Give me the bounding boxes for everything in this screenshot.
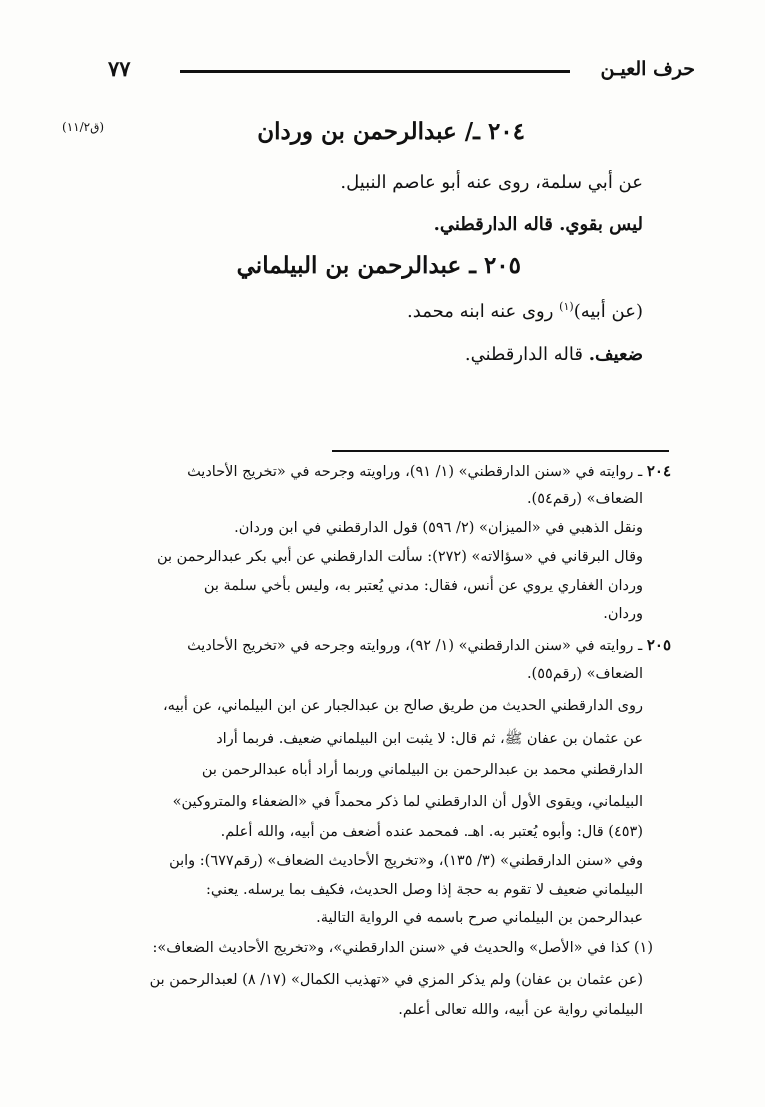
- footnote-line: عن عثمان بن عفان ﷺ، ثم قال: لا يثبت ابن البيلماني ضعيف. فربما أراد: [216, 731, 643, 747]
- footnote-line: وقال البرقاني في «سؤالاته» (٢٧٢): سألت الدارقطني عن أبي بكر عبدالرحمن بن: [157, 549, 643, 565]
- footnote-line: وردان.: [603, 606, 643, 622]
- footnote-line: (عن عثمان بن عفان) ولم يذكر المزي في «تهذيب الكمال» (١٧/ ٨) لعبدالرحمن بن: [149, 972, 643, 988]
- verdict-word: ضعيف.: [588, 344, 643, 365]
- footnote-line: روى الدارقطني الحديث من طريق صالح بن عبدالجبار عن ابن البيلماني، عن أبيه،: [162, 698, 643, 714]
- footnote-line: الضعاف» (رقم٥٥).: [526, 666, 643, 682]
- verdict-rest: قاله الدارقطني.: [464, 344, 589, 365]
- footnote-line: البيلماني، ويقوى الأول أن الدارقطني لما ذكر محمداً في «الضعفاء والمتروكين»: [172, 794, 643, 810]
- manuscript-reference: (ق١١/٢): [62, 120, 105, 134]
- footnote-line: ونقل الذهبي في «الميزان» (٢/ ٥٩٦) قول الدارقطني في ابن وردان.: [234, 520, 643, 536]
- footnote-line: ٢٠٥ ـ روايته في «سنن الدارقطني» (١/ ٩٢)، وروايته وجرحه في «تخريج الأحاديث: [187, 636, 671, 654]
- narration-prefix: (عن أبيه): [573, 301, 643, 322]
- footnotes-rule: [332, 450, 669, 452]
- entry-heading-205: ٢٠٥ ـ عبدالرحمن بن البيلماني: [236, 252, 521, 279]
- footnote-marker: (١): [559, 300, 574, 313]
- running-title: حرف العيـن: [600, 58, 695, 80]
- entry-204-narration: عن أبي سلمة، روى عنه أبو عاصم النبيل.: [340, 172, 643, 193]
- footnote-line: (١) كذا في «الأصل» والحديث في «سنن الدارقطني»، و«تخريج الأحاديث الضعاف»:: [152, 940, 653, 956]
- footnote-line: الضعاف» (رقم٥٤).: [526, 491, 643, 507]
- footnote-line: ٢٠٤ ـ روايته في «سنن الدارقطني» (١/ ٩١)، وراويته وجرحه في «تخريج الأحاديث: [187, 462, 671, 480]
- entry-204-verdict: ليس بقوي. قاله الدارقطني.: [433, 214, 643, 235]
- entry-heading-204: ٢٠٤ ـ/ عبدالرحمن بن وردان: [257, 118, 525, 145]
- footnote-number-205: ٢٠٥: [646, 636, 671, 654]
- entry-205-verdict: [465, 344, 643, 365]
- footnote-line: وردان الغفاري يروي عن أنس، فقال: مدني يُعتبر به، وليس بأخي سلمة بن: [203, 578, 643, 594]
- footnote-line: وفي «سنن الدارقطني» (٣/ ١٣٥)، و«تخريج الأحاديث الضعاف» (رقم٦٧٧): وابن: [169, 853, 643, 869]
- footnote-line: الدارقطني محمد بن عبدالرحمن بن البيلماني وربما أراد أباه عبدالرحمن بن: [201, 762, 643, 778]
- footnote-line: (٤٥٣) قال: وأبوه يُعتبر به. اهـ. فمحمد عنده أضعف من أبيه، والله أعلم.: [220, 824, 643, 840]
- footnote-line: البيلماني ضعيف لا تقوم به حجة إذا وصل الحديث، فكيف بما يرسله. يعني:: [205, 882, 643, 898]
- page-number: ٧٧: [108, 56, 131, 81]
- footnote-line: عبدالرحمن بن البيلماني صرح باسمه في الرواية التالية.: [316, 910, 643, 926]
- footnote-line: البيلماني رواية عن أبيه، والله تعالى أعلم.: [398, 1002, 643, 1018]
- header-rule: [180, 70, 570, 73]
- footnote-number-204: ٢٠٤: [646, 462, 671, 480]
- entry-205-narration: [407, 300, 643, 322]
- narration-rest: روى عنه ابنه محمد.: [407, 301, 560, 322]
